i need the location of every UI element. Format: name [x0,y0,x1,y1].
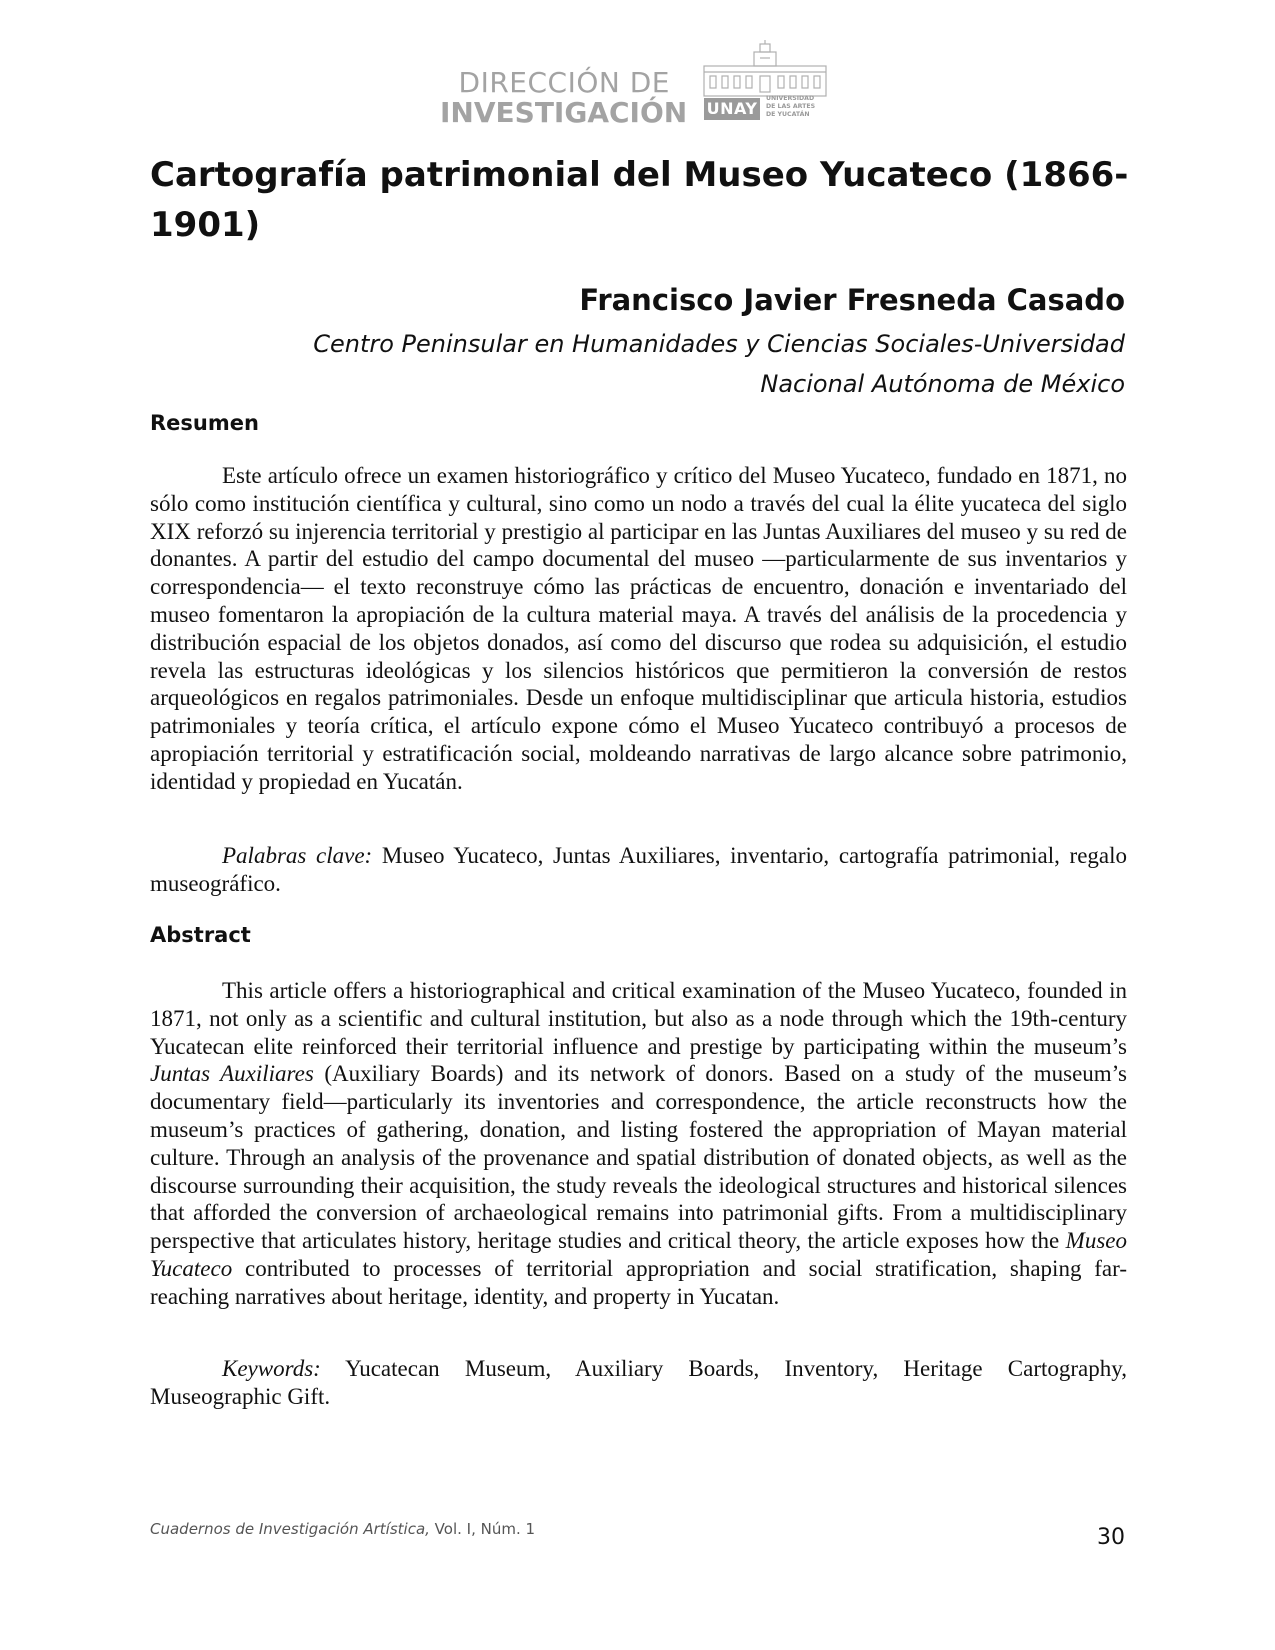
journal-name: Cuadernos de Investigación Artística, [150,1520,430,1538]
journal-issue: Vol. I, Núm. 1 [429,1520,536,1538]
page-number: 30 [1097,1525,1125,1550]
resumen-heading: Resumen [150,411,259,435]
resumen-body: Este artículo ofrece un examen historiográfico y crítico del Museo Yucateco, fundado en 1871, no sólo como institución científica y cultural, sino como un nodo a través del cual la élite yucateca del siglo XIX reforzó su injerencia territorial y prestigio al participar en las Juntas Auxiliares del museo y su red de donantes. A partir del estudio del campo documental del museo —particularmente de sus inventarios y correspondencia— el texto reconstruye cómo las prácticas de encuentro, donación e inventariado del museo fomentaron la apropiación de la cultura material maya. A través del análisis de la procedencia y distribución espacial de los objetos donados, así como del discurso que rodea su adquisición, el estudio revela las estructuras ideológicas y los silencios históricos que permitieron la conversión de restos arqueológicos en regalos patrimoniales. Desde un enfoque multidisciplinar que articula historia, estudios patrimoniales y teoría crítica, el artículo expone cómo el Museo Yucateco contribuyó a procesos de apropiación territorial y estratificación social, moldeando narrativas de largo alcance sobre patrimonio, identidad y propiedad en Yucatán. [150,463,1127,794]
unay-sub-line-3: DE YUCATÁN [766,111,810,118]
abstract-body [150,977,1127,1311]
abstract-keywords [150,1355,1127,1411]
affiliation-line-2: Nacional Autónoma de México [760,370,1125,398]
unay-logo-text: UNAY [704,98,760,120]
unay-logo-subtitle [766,95,830,119]
abstract-italic-2: Museo Yucateco [150,1228,1127,1281]
abstract-italic-1: Juntas Auxiliares [150,1061,314,1087]
author-affiliation [240,324,1125,404]
resumen-keywords [150,842,1127,898]
article-title: Cartografía patrimonial del Museo Yucateco (1866-1901) [150,155,1129,245]
keywords-text: Museo Yucateco, Juntas Auxiliares, inventario, cartografía patrimonial, regalo museográfico. [150,843,1128,896]
journal-citation [150,1519,535,1539]
keywords-label: Keywords: [222,1356,321,1381]
keywords-label: Palabras clave: [222,843,373,868]
unay-sub-line-2: DE LAS ARTES [766,103,816,110]
direccion-investigacion-logo [440,66,688,129]
abstract-heading: Abstract [150,923,251,947]
affiliation-line-1: Centro Peninsular en Humanidades y Ciencias Sociales-Universidad [313,330,1125,358]
keywords-text: Yucatecan Museum, Auxiliary Boards, Inventory, Heritage Cartography, Museographic Gift. [150,1356,1127,1409]
abstract-text-1: This article offers a historiographical and critical examination of the Museo Yucateco, founded in 1871, not only as a scientific and cultural institution, but also as a node through which the 19th-century Yucatecan elite reinforced their territorial influence and prestige by participating within the museum’s [150,978,1127,1059]
logo-line-2: INVESTIGACIÓN [440,96,688,129]
page-header [0,40,1275,130]
author-name: Francisco Javier Fresneda Casado [579,283,1125,317]
abstract-text-2: (Auxiliary Boards) and its network of donors. Based on a study of the museum’s documentary field—particularly its inventories and correspondence, the article reconstructs how the museum’s practices of gathering, donation, and listing fostered the appropriation of Mayan material culture. Through an analysis of the provenance and spatial distribution of donated objects, as well as the discourse surrounding their acquisition, the study reveals the ideological structures and historical silences that afforded the conversion of archaeological remains into patrimonial gifts. From a multidisciplinary perspective that articulates history, heritage studies and critical theory, the article exposes how the [150,1061,1128,1254]
logo-line-1: DIRECCIÓN DE [458,66,670,99]
abstract-text-3: contributed to processes of territorial appropriation and social stratification, shaping far-reaching narratives about heritage, identity, and property in Yucatan. [150,1255,1127,1309]
unay-logo [700,40,830,128]
unay-sub-line-1: UNIVERSIDAD [766,95,815,102]
